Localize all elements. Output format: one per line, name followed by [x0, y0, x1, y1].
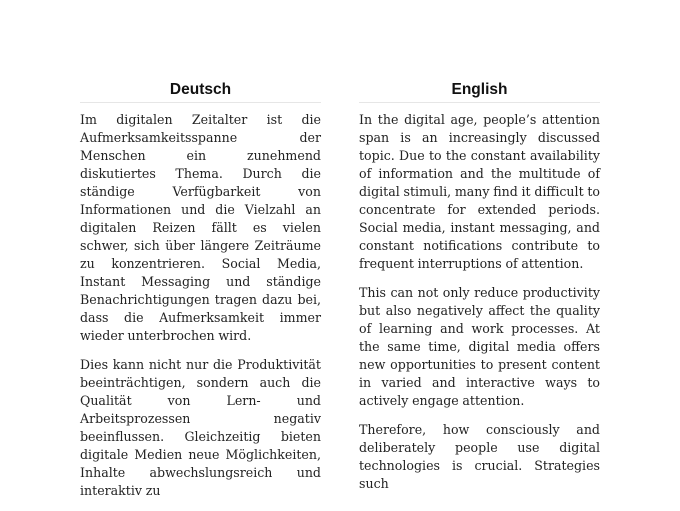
- english-paragraph-3: Therefore, how consciously and deliberately people use digital technologies is crucial. Strategies such: [359, 422, 600, 491]
- german-heading: Deutsch: [80, 80, 321, 103]
- german-paragraph-2: Dies kann nicht nur die Produktivität beeinträchtigen, sondern auch die Qualität von Lern- und Arbeitsprozessen negativ beeinflussen. Gleichzeitig bieten digitale Medien neue Möglichkeiten, Inhalte abwechslungsreich und interaktiv zu: [80, 357, 321, 498]
- english-paragraph-1: In the digital age, people’s attention span is an increasingly discussed topic. Due to the constant availability of information and the multitude of digital stimuli, many find it difficult to concentrate for extended periods. Social media, instant messaging, and constant notifications contribute to frequent interruptions of attention.: [359, 112, 600, 271]
- english-column: [359, 80, 600, 504]
- german-paragraph-1: Im digitalen Zeitalter ist die Aufmerksamkeitsspanne der Menschen ein zunehmend diskutiertes Thema. Durch die ständige Verfügbarkeit von Informationen und die Vielzahl an digitalen Reizen fällt es vielen schwer, sich über längere Zeiträume zu konzentrieren. Social Media, Instant Messaging und ständige Benachrichtigungen tragen dazu bei, dass die Aufmerksamkeit immer wieder unterbrochen wird.: [80, 112, 321, 343]
- english-paragraph-2: This can not only reduce productivity but also negatively affect the quality of learning and work processes. At the same time, digital media offers new opportunities to present content in varied and interactive ways to actively engage attention.: [359, 285, 600, 408]
- english-heading: English: [359, 80, 600, 103]
- german-column: [80, 80, 321, 511]
